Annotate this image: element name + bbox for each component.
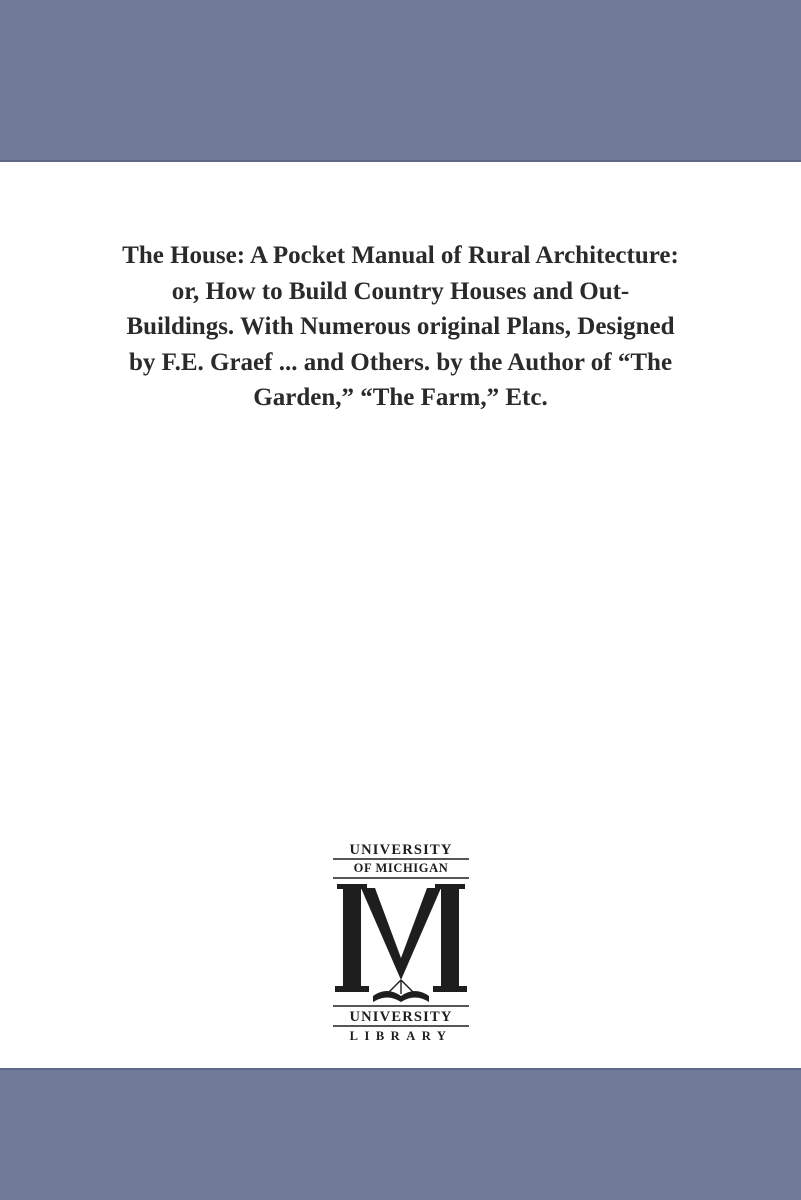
university-of-michigan-library-logo (329, 840, 473, 1052)
bottom-cover-band (0, 1068, 801, 1200)
logo-line-university-bottom: UNIVERSITY (349, 1009, 453, 1025)
cover-page (0, 162, 801, 1068)
logo-line-of-michigan: OF MICHIGAN (353, 861, 449, 875)
top-cover-band (0, 0, 801, 162)
logo-line-university: UNIVERSITY (349, 842, 453, 858)
book-title: The House: A Pocket Manual of Rural Architecture: or, How to Build Country Houses and Out-Buildings. With Numerous original Plans, Designed by F.E. Graef ... and Others. by the Author of “The Garden,” “The Farm,” Etc. (122, 242, 679, 411)
logo-line-library: LIBRARY (349, 1029, 453, 1043)
